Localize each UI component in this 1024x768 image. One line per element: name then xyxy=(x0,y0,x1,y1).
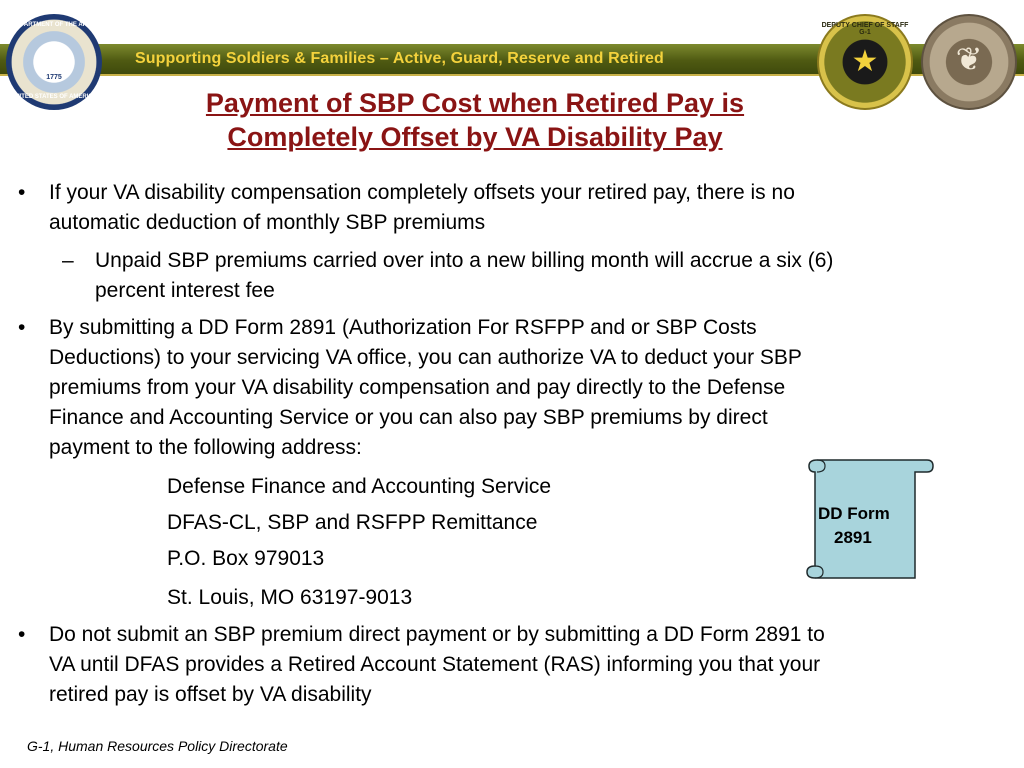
g1-seal-text: DEPUTY CHIEF OF STAFF G-1 xyxy=(821,22,909,36)
address-line-3: P.O. Box 979013 xyxy=(167,547,325,570)
bullet-2-line-2: Deductions) to your servicing VA office, you can authorize VA to deduct your SBP xyxy=(49,346,802,369)
address-line-2: DFAS-CL, SBP and RSFPP Remittance xyxy=(167,511,538,534)
sub-bullet-line-2: percent interest fee xyxy=(95,279,275,302)
address-line-1: Defense Finance and Accounting Service xyxy=(167,475,552,498)
bullet-3-line-3: retired pay is offset by VA disability xyxy=(49,683,372,706)
banner-tagline: Supporting Soldiers & Families – Active, Guard, Reserve and Retired xyxy=(135,50,664,67)
star-icon: ★ xyxy=(851,45,879,78)
scroll-label-line-2: 2891 xyxy=(834,528,872,547)
sub-bullet-line-1: Unpaid SBP premiums carried over into a new billing month will accrue a six (6) xyxy=(95,249,834,272)
scroll-label xyxy=(818,502,918,550)
army-seal-year: 1775 xyxy=(46,74,62,81)
bullet-3-marker: • xyxy=(18,623,26,646)
bullet-1-marker: • xyxy=(18,181,26,204)
bullet-2-line-4: Finance and Accounting Service or you can also pay SBP premiums by direct xyxy=(49,406,768,429)
eagle-seal-icon xyxy=(921,14,1017,110)
eagle-icon: ❦ xyxy=(955,41,983,77)
bullet-2-line-5: payment to the following address: xyxy=(49,436,362,459)
bullet-2-marker: • xyxy=(18,316,26,339)
bullet-3-line-1: Do not submit an SBP premium direct payment or by submitting a DD Form 2891 to xyxy=(49,623,825,646)
address-line-4: St. Louis, MO 63197-9013 xyxy=(167,586,413,609)
bullet-1-line-1: If your VA disability compensation completely offsets your retired pay, there is no xyxy=(49,181,795,204)
title-line-2: Completely Offset by VA Disability Pay xyxy=(227,122,723,152)
army-seal-top-text: DEPARTMENT OF THE ARMY xyxy=(12,22,96,28)
sub-bullet-marker: – xyxy=(62,249,74,272)
scroll-label-line-1: DD Form xyxy=(818,504,890,523)
bullet-2-line-3: premiums from your VA disability compensation and pay directly to the Defense xyxy=(49,376,786,399)
army-seal-icon xyxy=(6,14,102,110)
title-line-1: Payment of SBP Cost when Retired Pay is xyxy=(205,88,745,118)
bullet-2-line-1: By submitting a DD Form 2891 (Authorization For RSFPP and or SBP Costs xyxy=(49,316,757,339)
footer-text: G-1, Human Resources Policy Directorate xyxy=(27,738,288,754)
slide-title xyxy=(110,86,840,154)
bullet-1-line-2: automatic deduction of monthly SBP premiums xyxy=(49,211,486,234)
bullet-3-line-2: VA until DFAS provides a Retired Account Statement (RAS) informing you that your xyxy=(49,653,821,676)
army-seal-bottom-text: UNITED STATES OF AMERICA xyxy=(10,94,98,100)
